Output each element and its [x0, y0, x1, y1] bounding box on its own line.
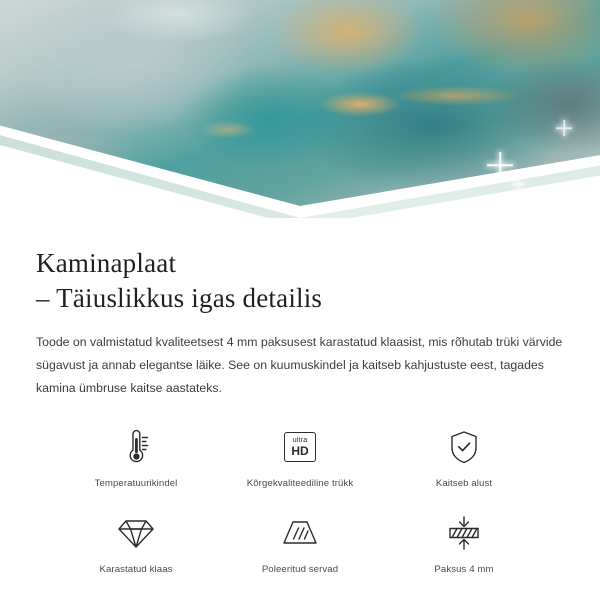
title-line-2: – Täiuslikkus igas detailis: [36, 282, 323, 313]
shield-check-icon: [447, 425, 481, 469]
polished-edges-icon: [280, 511, 320, 555]
feature-label: Temperatuurikindel: [94, 478, 178, 490]
product-description: Toode on valmistatud kvaliteetsest 4 mm paksusest karastatud klaasist, mis rõhutab trüki värvide sügavust ja annab elegantse läike. See on kuumuskindel ja kaitseb kahjustuste eest, tagades kamina ümbruse kaitse aastateks.: [36, 335, 563, 395]
feature-grid: [36, 425, 564, 575]
feature-item-thickness: [382, 511, 546, 575]
feature-item-temperature: [54, 425, 218, 489]
feature-label: Poleeritud servad: [261, 564, 339, 576]
feature-label: Kaitseb alust: [435, 478, 493, 490]
hero-product-image: [0, 0, 600, 218]
thermometer-icon: [119, 425, 153, 469]
glass-panel-gold-veins: [0, 0, 600, 206]
feature-item-surface-protection: [382, 425, 546, 489]
feature-label: Karastatud klaas: [99, 564, 173, 576]
thickness-icon: [444, 511, 484, 555]
ultra-hd-icon: ultra HD: [284, 425, 316, 469]
title-line-1: Kaminaplaat: [36, 248, 177, 278]
diamond-icon: [117, 511, 155, 555]
feature-label: Kõrgekvaliteediline trükk: [246, 478, 354, 490]
feature-item-tempered-glass: [54, 511, 218, 575]
content-area: [0, 218, 600, 575]
feature-item-polished-edges: [218, 511, 382, 575]
feature-item-print-quality: [218, 425, 382, 489]
page-title: [36, 246, 564, 315]
feature-label: Paksus 4 mm: [434, 564, 494, 576]
